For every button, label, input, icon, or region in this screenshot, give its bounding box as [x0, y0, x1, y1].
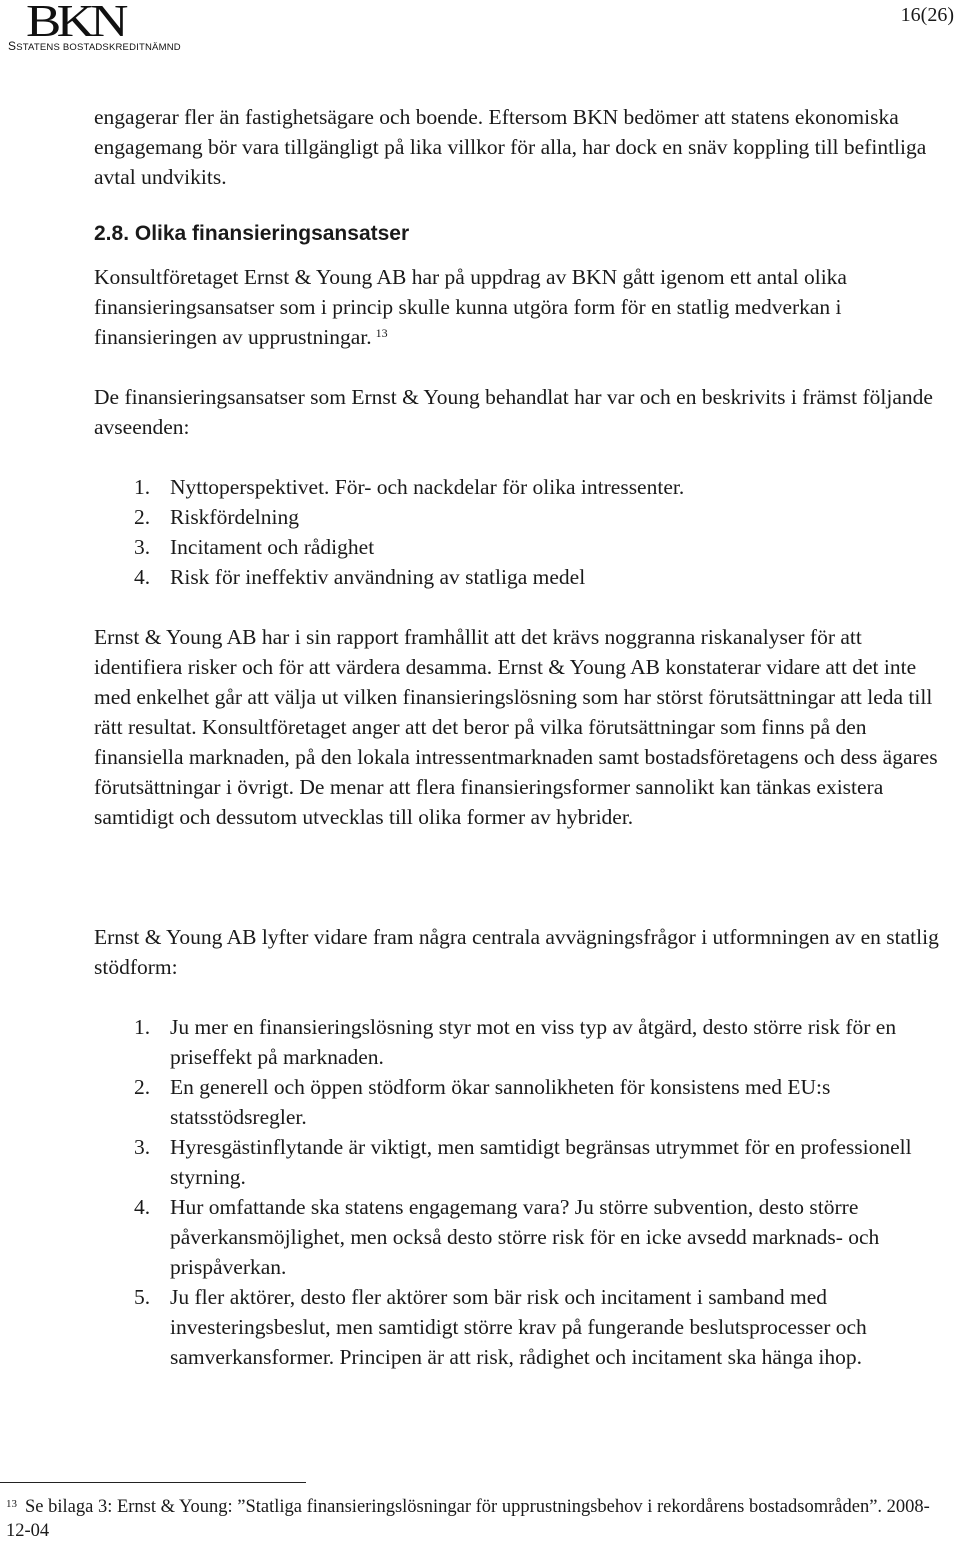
- list-item: 1. Nyttoperspektivet. För- och nackdelar för olika intressenter.: [134, 475, 685, 499]
- footnote-text: Se bilaga 3: Ernst & Young: ”Statliga finansieringslösningar för upprustningsbehov i rekordårens bostadsområden”. 2008-12-04: [6, 1497, 930, 1541]
- logo-mark: BKN: [26, 0, 124, 46]
- page-number: 16(26): [900, 4, 954, 26]
- section-heading: 2.8. Olika finansieringsansatser: [94, 222, 410, 245]
- aspects-list: [94, 472, 954, 592]
- footnote-divider: [0, 1482, 306, 1483]
- list-item: 3. Incitament och rådighet: [134, 535, 375, 559]
- paragraph-tradeoffs: Ernst & Young AB lyfter vidare fram några centrala avvägningsfrågor i utformningen av en statlig stödform:: [94, 925, 939, 979]
- list-item: 4. Hur omfattande ska statens engagemang vara? Ju större subvention, desto större påverkansmöjlighet, men också desto större risk för en icke avsedd marknads- och prispåverkan.: [134, 1195, 880, 1279]
- logo-subtitle: SSTATENS BOSTADSKREDITNÄMND: [8, 39, 181, 53]
- footnote: [6, 1495, 946, 1543]
- paragraph-risk-analysis: Ernst & Young AB har i sin rapport framhållit att det krävs noggranna riskanalyser för att identifiera risker och för att värdera desamma. Ernst & Young AB konstaterar vidare att det inte med enkelhet går att välja ut vilken finansieringslösning som har störst förutsättningar att leda till rätt resultat. Konsultföretaget anger att det beror på vilka förutsättningar som finns på den finansiella marknaden, på den lokala intressentmarknaden samt bostadsföretagens och dess ägares förutsättningar i övrigt. De menar att flera finansieringsformer sannolikt kan tänkas existera samtidigt och dessutom utvecklas till olika former av hybrider.: [94, 625, 938, 829]
- paragraph-aspects: De finansieringsansatser som Ernst & Young behandlat har var och en beskrivits i främst följande avseenden:: [94, 385, 933, 439]
- footnote-ref[interactable]: 13: [375, 326, 388, 340]
- list-item: 2. En generell och öppen stödform ökar sannolikheten för konsistens med EU:s statsstödsregler.: [134, 1075, 831, 1129]
- list-item: 5. Ju fler aktörer, desto fler aktörer som bär risk och incitament i samband med investeringsbeslut, men samtidigt större krav på fungerande beslutsprocesser och samverkansformer. Principen är att risk, rådighet och incitament ska hänga ihop.: [134, 1285, 867, 1369]
- paragraph-intro: engagerar fler än fastighetsägare och boende. Eftersom BKN bedömer att statens ekonomiska engagemang bör vara tillgängligt på lika villkor för alla, har dock en snäv koppling till befintliga avtal undvikits.: [94, 105, 927, 189]
- list-item: 2. Riskfördelning: [134, 505, 299, 529]
- tradeoffs-list: [94, 1012, 954, 1372]
- footnote-number: 13: [6, 1498, 17, 1510]
- list-item: 3. Hyresgästinflytande är viktigt, men samtidigt begränsas utrymmet för en professionell styrning.: [134, 1135, 912, 1189]
- paragraph-consultant: Konsultföretaget Ernst & Young AB har på uppdrag av BKN gått igenom ett antal olika finansieringsansatser som i princip skulle kunna utgöra form för en statlig medverkan i finansieringen av upprustningar. $^{13}$: [94, 265, 847, 349]
- bkn-logo: [4, 0, 181, 53]
- list-item: 4. Risk för ineffektiv användning av statliga medel: [134, 565, 586, 589]
- list-item: 1. Ju mer en finansieringslösning styr mot en viss typ av åtgärd, desto större risk för en priseffekt på marknaden.: [134, 1015, 897, 1069]
